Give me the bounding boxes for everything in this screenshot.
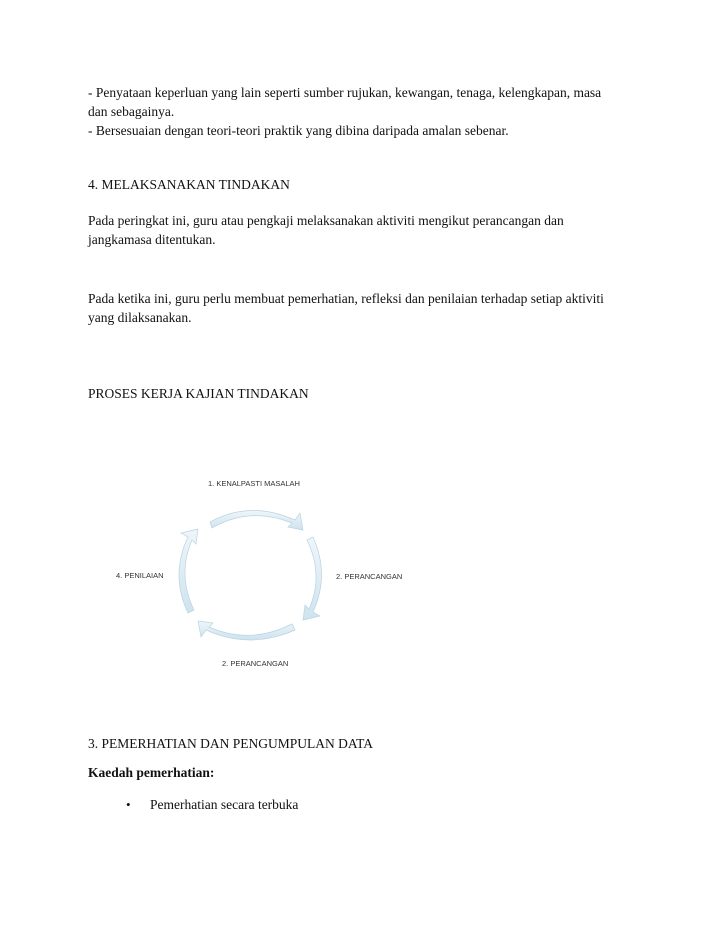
paragraph-line: Pada ketika ini, guru perlu membuat pemerhatian, refleksi dan penilaian terhadap setiap aktiviti: [88, 291, 604, 306]
paragraph-line: - Penyataan keperluan yang lain seperti sumber rujukan, kewangan, tenaga, kelengkapan, masa: [88, 85, 602, 100]
subheading-kaedah: Kaedah pemerhatian:: [88, 765, 215, 780]
diagram-label-top: 1. KENALPASTI MASALAH: [208, 479, 300, 488]
bullet-text: Pemerhatian secara terbuka: [150, 797, 299, 812]
cycle-arrow-right: [303, 537, 322, 620]
diagram-label-right: 2. PERANCANGAN: [336, 572, 403, 581]
bullet-list-item: [126, 795, 298, 814]
cycle-arrow-bottom: [198, 621, 295, 640]
paragraph-line: Pada peringkat ini, guru atau pengkaji melaksanakan aktiviti mengikut perancangan dan: [88, 213, 564, 228]
paragraph-line: - Bersesuaian dengan teori-teori praktik yang dibina daripada amalan sebenar.: [88, 123, 509, 138]
diagram-label-left: 4. PENILAIAN: [116, 571, 164, 580]
paragraph-line: yang dilaksanakan.: [88, 310, 192, 325]
section-heading-melaksanakan: 4. MELAKSANAKAN TINDAKAN: [88, 177, 290, 192]
section-heading-proses: PROSES KERJA KAJIAN TINDAKAN: [88, 386, 309, 401]
section-heading-pemerhatian: 3. PEMERHATIAN DAN PENGUMPULAN DATA: [88, 736, 374, 751]
cycle-arrow-top: [210, 510, 303, 530]
paragraph-line: jangkamasa ditentukan.: [88, 232, 216, 247]
cycle-diagram: [100, 470, 420, 680]
bullet-icon: •: [126, 797, 131, 812]
cycle-arrow-left: [179, 529, 198, 613]
paragraph-line: dan sebagainya.: [88, 104, 175, 119]
diagram-label-bottom: 2. PERANCANGAN: [222, 659, 289, 668]
